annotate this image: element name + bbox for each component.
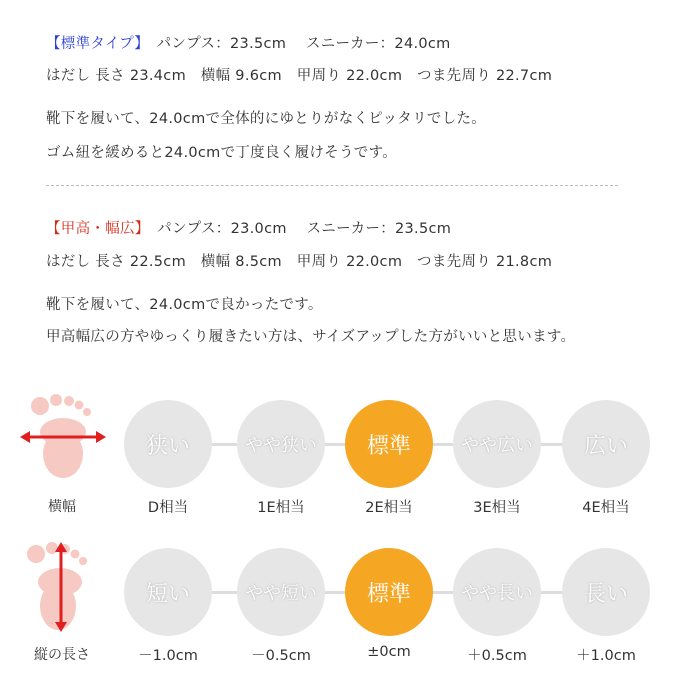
wide-measurements: はだし 長さ 22.5cm 横幅 8.5cm 甲周り 22.0cm つま先周り 21.8cm (46, 254, 553, 270)
length-scale-circle-3: やや長い (453, 548, 541, 636)
length-scale-label-3: ＋0.5cm (467, 648, 527, 664)
length-scale-label-2: ±0cm (367, 644, 411, 660)
width-scale-label-1: 1E相当 (257, 500, 305, 516)
standard-sizes-line (46, 32, 451, 53)
length-scale-label-0: －1.0cm (138, 648, 198, 664)
length-scale-label-4: ＋1.0cm (576, 648, 636, 664)
standard-sizes: パンプス：23.5cm スニーカー：24.0cm (156, 36, 451, 52)
wide-type-tag: 【甲高・幅広】 (46, 221, 143, 237)
width-scale-label-4: 4E相当 (582, 500, 630, 516)
length-scale-label-1: －0.5cm (251, 648, 311, 664)
standard-measurements: はだし 長さ 23.4cm 横幅 9.6cm 甲周り 22.0cm つま先周り 22.7cm (46, 68, 553, 84)
width-scale-label-2: 2E相当 (365, 500, 413, 516)
wide-comment-1: 靴下を履いて、24.0cmで良かったです。 (46, 297, 323, 313)
width-scale-circle-4: 広い (562, 400, 650, 488)
standard-type-tag: 【標準タイプ】 (46, 36, 142, 52)
length-caption: 縦の長さ (34, 647, 90, 663)
length-scale-circle-4: 長い (562, 548, 650, 636)
width-scale-circle-0: 狭い (124, 400, 212, 488)
width-scale-circle-1: やや狭い (237, 400, 325, 488)
width-caption: 横幅 (48, 499, 76, 515)
length-scale-circle-2: 標準 (345, 548, 433, 636)
wide-sizes-line (46, 217, 451, 238)
length-scale-circle-0: 短い (124, 548, 212, 636)
wide-comment-2: 甲高幅広の方やゆっくり履きたい方は、サイズアップした方がいいと思います。 (46, 329, 576, 345)
width-scale-label-3: 3E相当 (473, 500, 521, 516)
length-scale-circle-1: やや短い (237, 548, 325, 636)
width-scale-circle-3: やや広い (453, 400, 541, 488)
standard-comment-1: 靴下を履いて、24.0cmで全体的にゆとりがなくピッタリでした。 (46, 111, 487, 127)
section-divider (46, 185, 618, 186)
wide-sizes: パンプス：23.0cm スニーカー：23.5cm (157, 221, 452, 237)
foot-length-icon (16, 540, 106, 630)
width-scale-circle-2: 標準 (345, 400, 433, 488)
foot-width-icon (18, 392, 108, 482)
width-scale-label-0: D相当 (147, 500, 189, 516)
standard-comment-2: ゴム紐を緩めると24.0cmで丁度良く履けそうです。 (46, 145, 398, 161)
